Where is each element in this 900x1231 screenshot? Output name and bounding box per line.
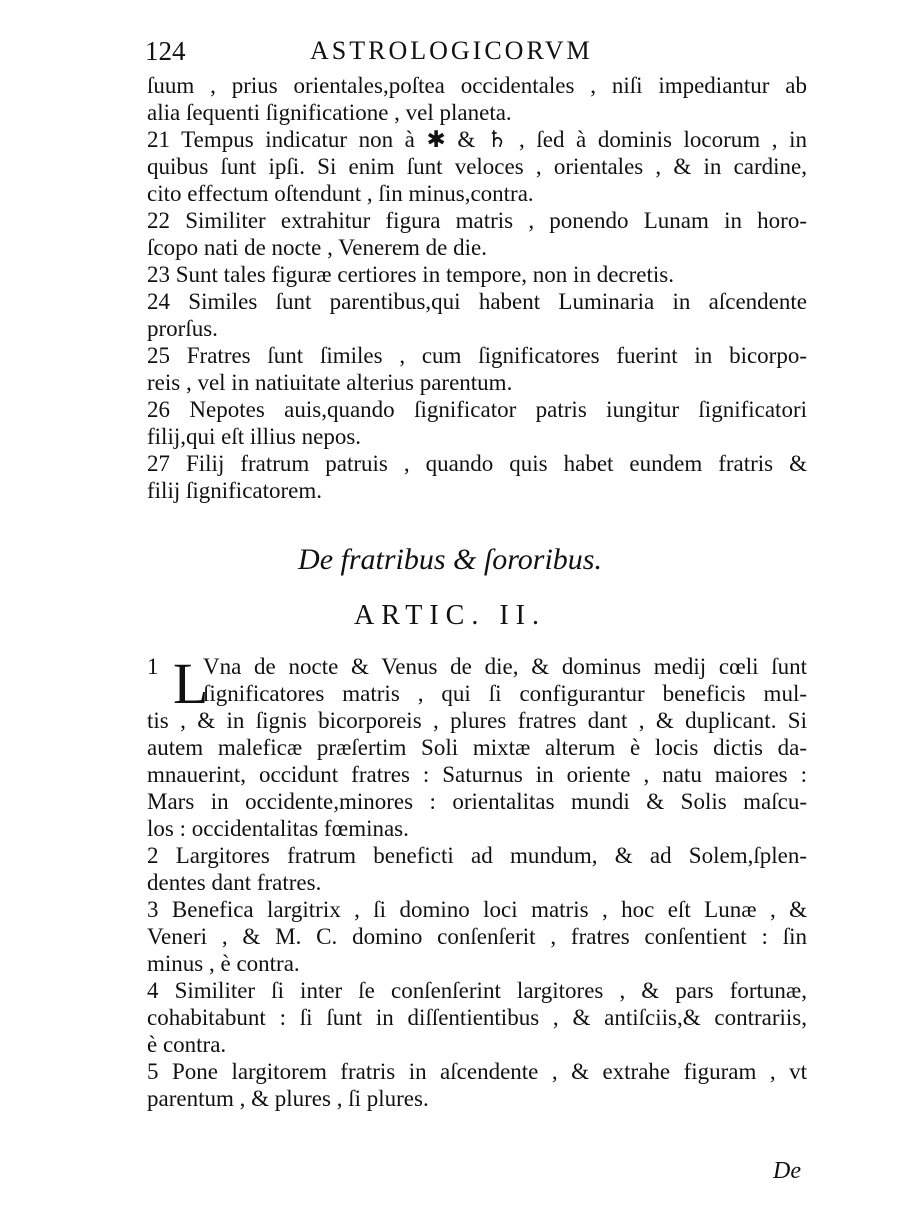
running-title: ASTROLOGICORVM — [310, 36, 593, 65]
text-line: mnauerint, occidunt fratres : Saturnus in oriente , natu maiores : — [147, 762, 807, 787]
text-line: 21 Tempus indicatur non à ✱ & ♄ , ſed à dominis locorum , in — [147, 127, 807, 152]
text-line: quibus ſunt ipſi. Si enim ſunt veloces , orientales , & in cardine, — [147, 154, 807, 179]
text-line: 22 Similiter extrahitur figura matris , ponendo Lunam in horo- — [147, 208, 807, 233]
text-line: prorſus. — [147, 316, 218, 341]
text-line: 27 Filij fratrum patruis , quando quis habet eundem fratris & — [147, 451, 807, 476]
text-line: alia ſequenti ſignificatione , vel planeta. — [147, 100, 512, 125]
catchword: De — [773, 1158, 801, 1184]
text-line: Vna de nocte & Venus de die, & dominus medij cœli ſunt — [203, 654, 807, 679]
text-line: 25 Fratres ſunt ſimiles , cum ſignificatores fuerint in bicorpo- — [147, 343, 807, 368]
text-line: Veneri , & M. C. domino conſenſerit , fratres conſentient : ſin — [147, 924, 807, 949]
text-line: Mars in occidente,minores : orientalitas mundi & Solis maſcu- — [147, 789, 807, 814]
article-heading: ARTIC. II. — [354, 600, 546, 631]
paragraph-number: 1 — [147, 654, 159, 679]
text-line: 5 Pone largitorem fratris in aſcendente , & extrahe figuram , vt — [147, 1059, 807, 1084]
text-line: 2 Largitores fratrum beneficti ad mundum, & ad Solem,ſplen- — [147, 843, 807, 868]
text-line: minus , è contra. — [147, 951, 300, 976]
section-heading: De fratribus & ſororibus. — [298, 543, 602, 576]
text-line: filij,qui eſt illius nepos. — [147, 424, 362, 449]
text-line: los : occidentalitas fœminas. — [147, 816, 409, 841]
text-line: cito effectum oſtendunt , ſin minus,contra. — [147, 181, 534, 206]
text-line: dentes dant fratres. — [147, 870, 322, 895]
text-line: 3 Benefica largitrix , ſi domino loci matris , hoc eſt Lunæ , & — [147, 897, 807, 922]
text-block-article — [147, 653, 807, 1112]
text-line: autem maleficæ præſertim Soli mixtæ alterum è locis dictis da- — [147, 735, 807, 760]
text-line: 23 Sunt tales figuræ certiores in tempore, non in decretis. — [147, 262, 674, 287]
text-line: 26 Nepotes auis,quando ſignificator patris iungitur ſignificatori — [147, 397, 807, 422]
text-line: ſignificatores matris , qui ſi configurantur beneficis mul- — [203, 681, 807, 706]
text-line: ſcopo nati de nocte , Venerem de die. — [147, 235, 487, 260]
running-head — [145, 36, 770, 70]
text-block-top — [147, 72, 807, 504]
text-line: cohabitabunt : ſi ſunt in diſſentientibus , & antiſciis,& contrariis, — [147, 1005, 807, 1030]
text-line: parentum , & plures , ſi plures. — [147, 1086, 429, 1111]
page-number: 124 — [145, 36, 186, 66]
text-line: filij ſignificatorem. — [147, 478, 323, 503]
text-line: è contra. — [147, 1032, 227, 1057]
drop-cap: L — [173, 651, 209, 716]
text-line: 4 Similiter ſi inter ſe conſenſerint largitores , & pars fortunæ, — [147, 978, 807, 1003]
text-line: ſuum , prius orientales,poſtea occidentales , niſi impediantur ab — [147, 73, 807, 98]
text-line: 24 Similes ſunt parentibus,qui habent Luminaria in aſcendente — [147, 289, 807, 314]
text-line: tis , & in ſignis bicorporeis , plures fratres dant , & duplicant. Si — [147, 708, 807, 733]
text-line: reis , vel in natiuitate alterius parentum. — [147, 370, 513, 395]
